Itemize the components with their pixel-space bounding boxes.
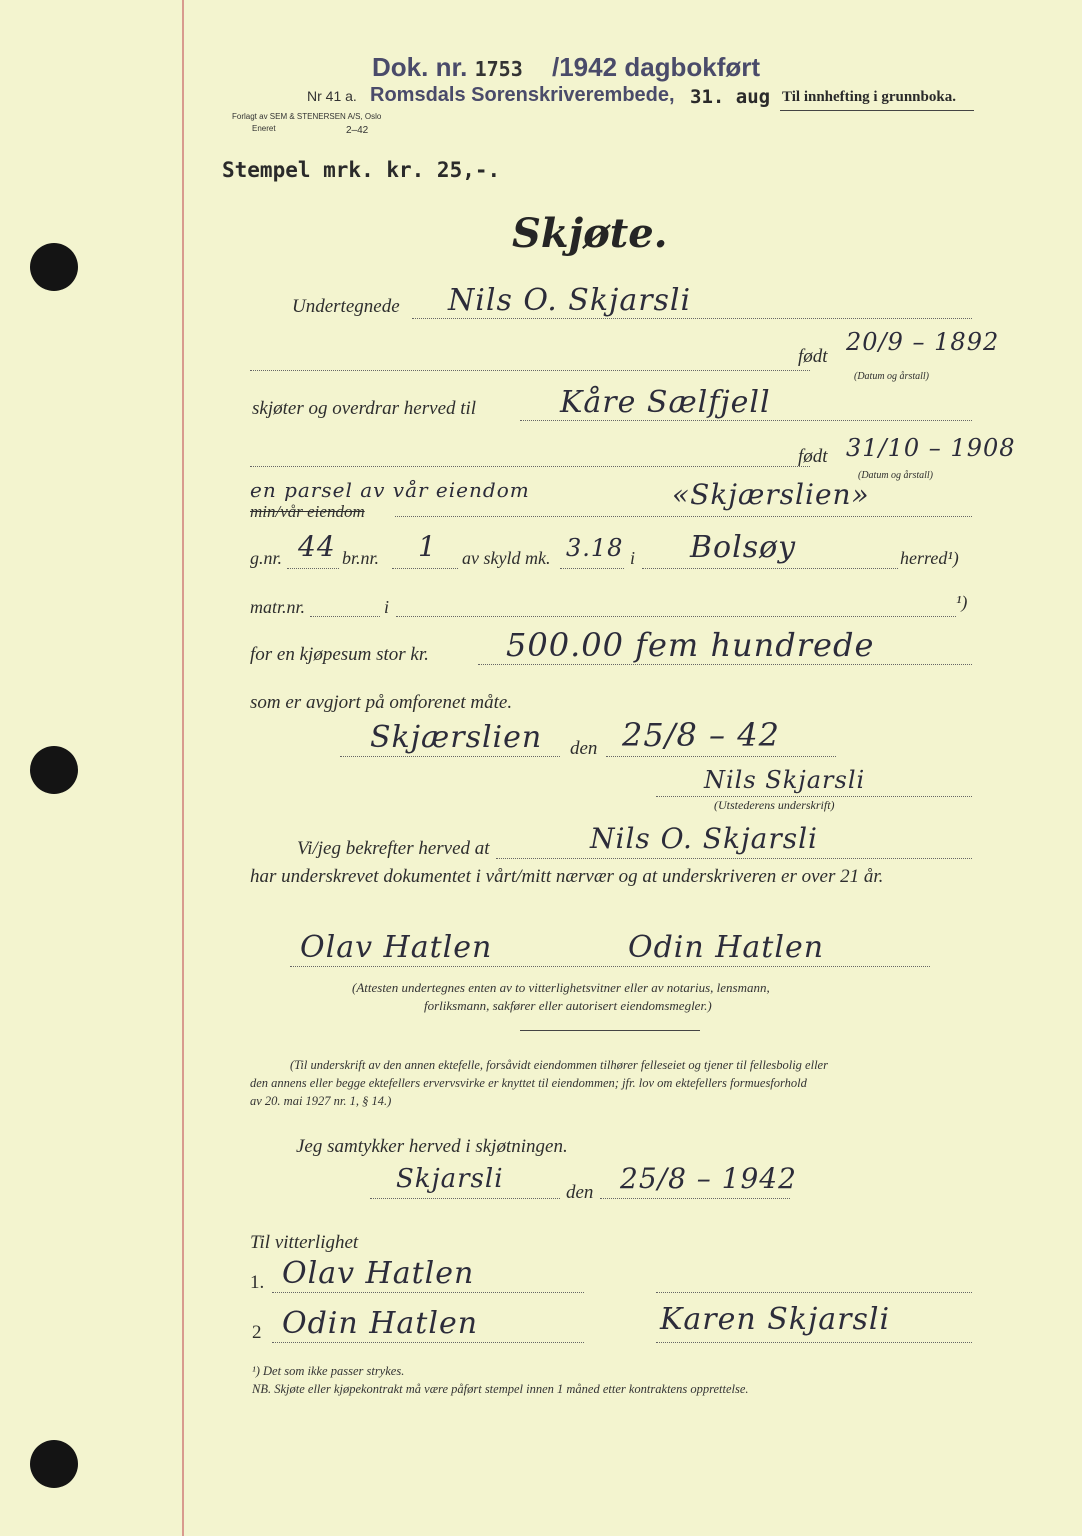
matr-place-line (396, 616, 956, 617)
witness-heading: Til vitterlighet (250, 1232, 359, 1253)
attest-witness-1: Olav Hatlen (300, 930, 493, 965)
signing-date: 25/8 – 42 (622, 716, 780, 754)
born-label-2: født (798, 446, 828, 467)
registration-stamp (372, 52, 760, 83)
conveys-label: skjøter og overdrar herved til (252, 398, 477, 419)
attest-intro: Vi/jeg bekrefter herved at (297, 838, 490, 859)
stamp-tail: dagbokført (624, 52, 761, 82)
date-hint-1: (Datum og årstall) (854, 371, 929, 382)
stamp-date: 31. aug (690, 86, 771, 108)
born-date-1: 20/9 – 1892 (846, 328, 1000, 356)
herred-line (642, 568, 898, 569)
i-label: i (630, 548, 636, 568)
matr-i: i (384, 597, 390, 617)
gnr-label: g.nr. (250, 548, 283, 568)
punch-hole (30, 746, 78, 794)
spouse-signature: Karen Skjarsli (660, 1302, 891, 1337)
attest-note-1: (Attesten undertegnes enten av to vitterlighetsvitner eller av notarius, lensmann, (352, 980, 770, 995)
herred-label: herred¹) (900, 548, 959, 568)
office-stamp: Romsdals Sorenskriverembede, (370, 84, 675, 106)
brnr-line (392, 568, 458, 569)
herred-value: Bolsøy (690, 530, 797, 565)
born-date-2: 31/10 – 1908 (846, 434, 1016, 462)
stamp-duty: Stempel mrk. kr. 25,-. (222, 158, 501, 182)
matr-note: ¹) (956, 592, 968, 612)
price-label: for en kjøpesum stor kr. (250, 644, 429, 665)
brnr-label: br.nr. (342, 548, 380, 568)
price-value: 500.00 fem hundrede (506, 626, 875, 664)
witness-line-2 (272, 1342, 584, 1343)
form-purpose: Til innhefting i grunnboka. (782, 89, 956, 105)
signature-hint: (Utstederens underskrift) (714, 798, 835, 812)
attest-name: Nils O. Skjarsli (590, 822, 818, 855)
settled-text: som er avgjort på omforenet måte. (250, 692, 513, 713)
spouse-note-3: av 20. mai 1927 nr. 1, § 14.) (250, 1094, 392, 1108)
blank-line-2 (250, 466, 810, 467)
attest-name-line (496, 858, 972, 859)
buyer-name: Kåre Sælfjell (560, 385, 771, 420)
edition-label: 2–42 (346, 125, 369, 136)
consent-text: Jeg samtykker herved i skjøtningen. (296, 1136, 568, 1157)
parcel-handwritten: en parsel av vår eiendom (250, 478, 530, 502)
consent-date: 25/8 – 1942 (620, 1162, 797, 1195)
witness-line-1 (272, 1292, 584, 1293)
signing-den-label: den (570, 738, 598, 759)
brnr-value: 1 (418, 530, 437, 563)
spouse-line-top (656, 1292, 972, 1293)
publisher-line: Forlagt av SEM & STENERSEN A/S, Oslo (232, 112, 382, 121)
spouse-note-1: (Til underskrift av den annen ektefelle, forsåvidt eiendommen tilhører felleseiet og tjener til fellesbolig eller (290, 1058, 828, 1072)
gnr-value: 44 (298, 530, 336, 563)
signing-date-line (606, 756, 836, 757)
spouse-signature-line (656, 1342, 972, 1343)
property-label-struck: min/vår eiendom (250, 502, 365, 521)
witness-number-1: 1. (250, 1272, 265, 1293)
undersigned-label: Undertegnede (292, 296, 400, 317)
seller-signature: Nils Skjarsli (704, 766, 866, 794)
margin-line (182, 0, 184, 1536)
matr-line (310, 616, 380, 617)
attest-note-2: forliksmann, sakfører eller autorisert eiendomsmegler.) (424, 998, 712, 1013)
price-line (478, 664, 972, 665)
consent-den-label: den (566, 1182, 594, 1203)
signing-place-line (340, 756, 560, 757)
blank-line-1 (250, 370, 810, 371)
witness-number-2: 2 (252, 1322, 262, 1343)
skyld-label: av skyld mk. (462, 548, 551, 568)
gnr-line (287, 568, 339, 569)
consent-date-line (600, 1198, 790, 1199)
purpose-underline (780, 110, 974, 111)
property-name: «Skjærslien» (672, 478, 870, 511)
separator-rule (520, 1030, 700, 1031)
punch-hole (30, 1440, 78, 1488)
form-number: Nr 41 a. (307, 88, 357, 104)
punch-hole (30, 243, 78, 291)
property-line (395, 516, 972, 517)
footnote-1: ¹) Det som ikke passer strykes. (252, 1364, 405, 1378)
date-hint-2: (Datum og årstall) (858, 470, 933, 481)
document-title: Skjøte. (512, 210, 668, 257)
consent-place-line (370, 1198, 560, 1199)
exclusive-label: Eneret (252, 124, 276, 133)
signing-place: Skjærslien (370, 720, 543, 755)
skyld-line (560, 568, 624, 569)
footnote-nb: NB. Skjøte eller kjøpekontrakt må være påført stempel innen 1 måned etter kontraktens opprettelse. (252, 1382, 749, 1396)
skyld-value: 3.18 (566, 534, 624, 562)
stamp-number: 1753 (474, 57, 523, 81)
stamp-dok-label: Dok. nr. (372, 52, 468, 82)
buyer-line (520, 420, 972, 421)
attest-line2: har underskrevet dokumentet i vårt/mitt nærvær og at underskriveren er over 21 år. (250, 866, 884, 887)
seller-signature-line (656, 796, 972, 797)
born-label-1: født (798, 346, 828, 367)
witness-name-1: Olav Hatlen (282, 1256, 475, 1291)
witness-name-2: Odin Hatlen (282, 1306, 479, 1341)
undersigned-line (412, 318, 972, 319)
consent-place: Skjarsli (396, 1164, 504, 1194)
stamp-year: /1942 (552, 52, 618, 82)
attest-signature-line (290, 966, 930, 967)
attest-witness-2: Odin Hatlen (628, 930, 825, 965)
spouse-note-2: den annens eller begge ektefellers ervervsvirke er knyttet til eiendommen; jfr. lov om ektefellers formuesforhold (250, 1076, 807, 1090)
matr-label: matr.nr. (250, 597, 306, 617)
undersigned-name: Nils O. Skjarsli (448, 283, 692, 318)
